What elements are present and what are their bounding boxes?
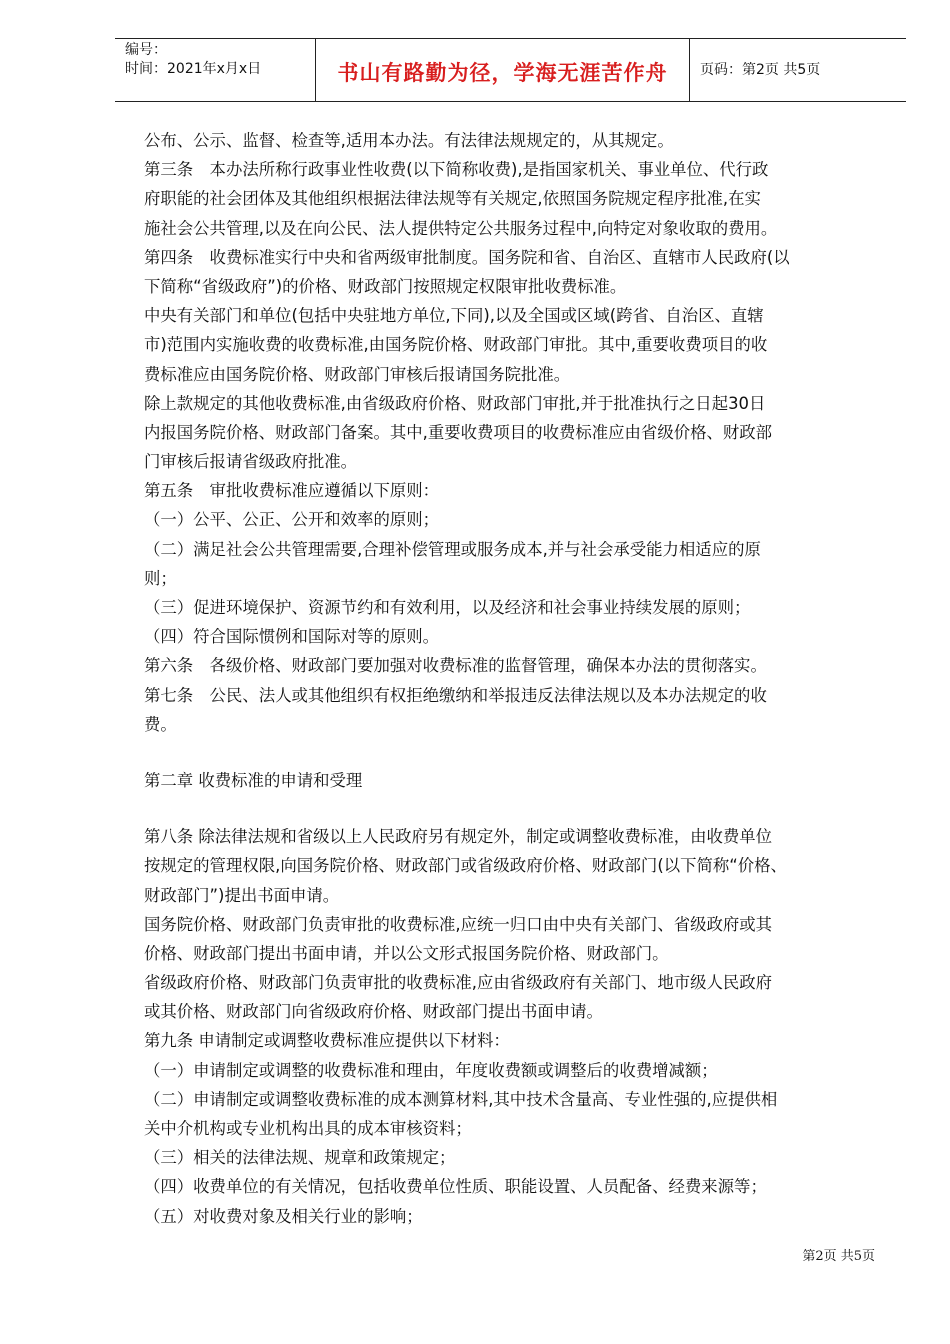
text-line: 门审核后报请省级政府批准。	[144, 452, 358, 472]
text-line: 第二章 收费标准的申请和受理	[144, 770, 363, 790]
text-line: 费。	[144, 714, 177, 734]
text-line: 第九条 申请制定或调整收费标准应提供以下材料：	[144, 1031, 510, 1051]
header-motto: 书山有路勤为径，学海无涯苦作舟	[337, 61, 668, 85]
text-line: （五）对收费对象及相关行业的影响；	[144, 1206, 423, 1226]
text-line: （一）申请制定或调整的收费标准和理由，年度收费额或调整后的收费增减额；	[144, 1060, 718, 1080]
header-page-cell	[690, 39, 906, 101]
text-line: （三）相关的法律法规、规章和政策规定；	[144, 1148, 456, 1168]
number-label: 编号：	[125, 42, 167, 58]
text-line: 内报国务院价格、财政部门备案。其中,重要收费项目的收费标准应由省级价格、财政部	[144, 422, 773, 442]
header-motto-cell	[316, 39, 690, 101]
text-line: 公布、公示、监督、检查等,适用本办法。有法律法规规定的，从其规定。	[144, 131, 674, 150]
text-line: 府职能的社会团体及其他组织根据法律法规等有关规定,依照国务院规定程序批准,在实	[144, 189, 761, 209]
text-line: 按规定的管理权限,向国务院价格、财政部门或省级政府价格、财政部门(以下简称“价格、	[144, 856, 787, 876]
text-line: 或其价格、财政部门向省级政府价格、财政部门提出书面申请。	[144, 1002, 603, 1022]
document-body	[144, 126, 884, 1231]
text-line: 市)范围内实施收费的收费标准,由国务院价格、财政部门审批。其中,重要收费项目的收	[144, 335, 768, 355]
text-line: 则；	[144, 568, 177, 588]
text-line: 第七条 公民、法人或其他组织有权拒绝缴纳和举报违反法律法规以及本办法规定的收	[144, 685, 767, 705]
text-line: 第四条 收费标准实行中央和省两级审批制度。国务院和省、自治区、直辖市人民政府(以	[144, 247, 790, 267]
text-line: 中央有关部门和单位(包括中央驻地方单位,下同),以及全国或区域(跨省、自治区、直辖	[144, 306, 764, 326]
header-page-info: 页码：第2页 共5页	[700, 62, 821, 78]
text-line: 施社会公共管理,以及在向公民、法人提供特定公共服务过程中,向特定对象收取的费用。	[144, 218, 778, 238]
text-line: （二）满足社会公共管理需要,合理补偿管理或服务成本,并与社会承受能力相适应的原	[144, 539, 761, 559]
text-line: 费标准应由国务院价格、财政部门审核后报请国务院批准。	[144, 364, 571, 384]
text-line: （三）促进环境保护、资源节约和有效利用，以及经济和社会事业持续发展的原则；	[144, 598, 751, 617]
time-label: 时间：2021年x月x日	[125, 61, 262, 77]
text-line: 国务院价格、财政部门负责审批的收费标准,应统一归口由中央有关部门、省级政府或其	[144, 914, 773, 934]
text-line: 第六条 各级价格、财政部门要加强对收费标准的监督管理，确保本办法的贯彻落实。	[144, 656, 767, 676]
text-line: （四）收费单位的有关情况，包括收费单位性质、职能设置、人员配备、经费来源等；	[144, 1177, 767, 1197]
text-line: 财政部门”)提出书面申请。	[144, 885, 340, 905]
blank-line	[144, 739, 884, 766]
text-line: 省级政府价格、财政部门负责审批的收费标准,应由省级政府有关部门、地市级人民政府	[144, 973, 773, 993]
page-header	[115, 38, 906, 102]
text-line: 第五条 审批收费标准应遵循以下原则：	[144, 481, 440, 501]
text-line: 关中介机构或专业机构出具的成本审核资料；	[144, 1119, 472, 1138]
header-meta	[115, 39, 316, 101]
text-line: 下简称“省级政府”)的价格、财政部门按照规定权限审批收费标准。	[144, 276, 627, 296]
text-line: （二）申请制定或调整收费标准的成本测算材料,其中技术含量高、专业性强的,应提供相	[144, 1089, 778, 1109]
text-line: 第八条 除法律法规和省级以上人民政府另有规定外，制定或调整收费标准，由收费单位	[144, 827, 773, 847]
blank-line	[144, 795, 884, 822]
text-line: （一）公平、公正、公开和效率的原则；	[144, 510, 440, 530]
text-line: （四）符合国际惯例和国际对等的原则。	[144, 627, 440, 647]
text-line: 价格、财政部门提出书面申请，并以公文形式报国务院价格、财政部门。	[144, 943, 669, 963]
text-line: 第三条 本办法所称行政事业性收费(以下简称收费),是指国家机关、事业单位、代行政	[144, 160, 769, 180]
text-line: 除上款规定的其他收费标准,由省级政府价格、财政部门审批,并于批准执行之日起30日	[144, 393, 766, 413]
page-footer: 第2页 共5页	[802, 1249, 875, 1264]
